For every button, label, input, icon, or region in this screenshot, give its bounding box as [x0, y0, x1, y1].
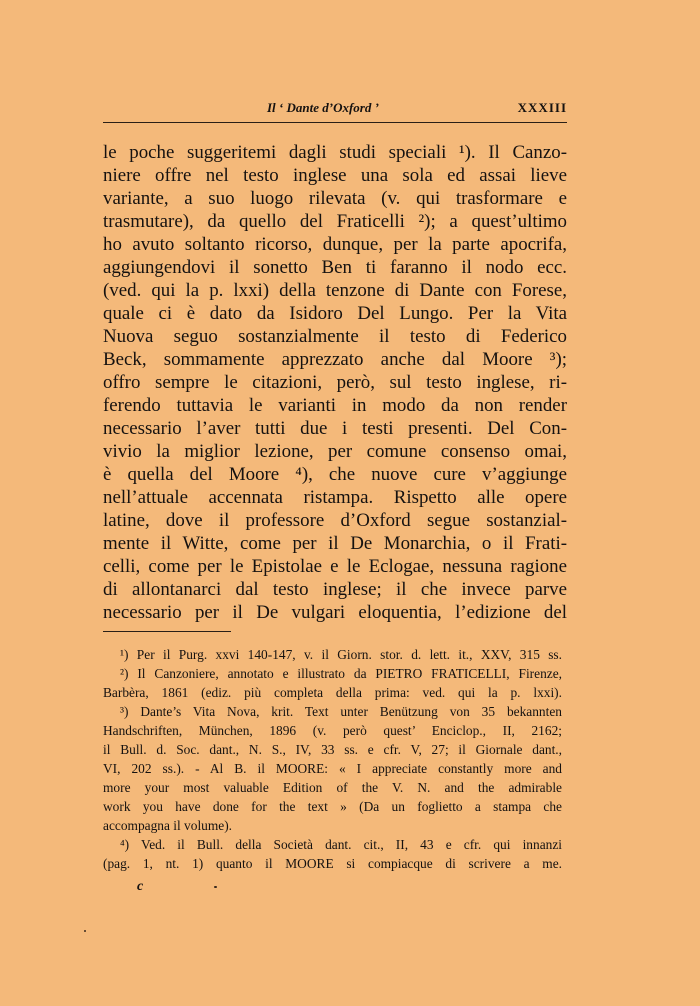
text-line: necessario l’aver tutti due i testi presenti. Del Con- [103, 418, 567, 439]
text-line: è quella del Moore ⁴), che nuove cure v’aggiunge [103, 464, 567, 485]
text-line: mente il Witte, come per il De Monarchia, o il Frati- [103, 533, 567, 554]
text-line: ferendo tuttavia le varianti in modo da non render [103, 395, 567, 416]
text-line: (ved. qui la p. lxxi) della tenzone di Dante con Forese, [103, 280, 567, 301]
footnote-line: more your most valuable Edition of the V. N. and the admirable [103, 780, 562, 795]
running-head [103, 100, 567, 120]
signature-mark: c [137, 879, 144, 894]
text-line: aggiungendovi il sonetto Ben ti faranno il nodo ecc. [103, 257, 567, 278]
text-line: niere offre nel testo inglese una sola ed assai lieve [103, 165, 567, 186]
ink-speck [214, 886, 217, 888]
footnote-line: il Bull. d. Soc. dant., N. S., IV, 33 ss. e cfr. V, 27; il Giornale dant., [103, 742, 562, 757]
footnote-line: ³) Dante’s Vita Nova, krit. Text unter Benützung von 35 bekannten [120, 704, 562, 719]
text-line: nell’attuale accennata ristampa. Rispetto alle opere [103, 487, 567, 508]
footnote-line: accompagna il volume). [103, 818, 233, 833]
footnote-rule [103, 631, 231, 632]
text-line: offro sempre le citazioni, però, sul testo inglese, ri- [103, 372, 567, 393]
text-line: variante, a suo luogo rilevata (v. qui trasformare e [103, 188, 567, 209]
text-line: latine, dove il professore d’Oxford segue sostanzial- [103, 510, 567, 531]
text-line: le poche suggeritemi dagli studi speciali ¹). Il Canzo- [103, 142, 567, 163]
text-line: di allontanarci dal testo inglese; il che invece parve [103, 579, 567, 600]
footnotes [103, 645, 562, 873]
footnote-line: Handschriften, München, 1896 (v. però quest’ Enciclop., II, 2162; [103, 723, 562, 738]
footnote-line: ¹) Per il Purg. xxvi 140-147, v. il Giorn. stor. d. lett. it., XXV, 315 ss. [120, 647, 562, 662]
footnote-line: (pag. 1, nt. 1) quanto il MOORE si compiacque di scrivere a me. [103, 856, 562, 871]
ink-speck [84, 930, 86, 932]
footnote-line: work you have done for the text » (Da un foglietto a stampa che [103, 799, 562, 814]
footnote-line: ²) Il Canzoniere, annotato e illustrato da PIETRO FRATICELLI, Firenze, [120, 666, 562, 681]
header-rule [103, 122, 567, 123]
text-line: trasmutare), da quello del Fraticelli ²); a quest’ultimo [103, 211, 567, 232]
running-title: Il ‘ Dante d’Oxford ’ [267, 100, 379, 115]
footnote-line: VI, 202 ss.). - Al B. il MOORE: « I appreciate constantly more and [103, 761, 562, 776]
footnote-line: ⁴) Ved. il Bull. della Società dant. cit., II, 43 e cfr. qui innanzi [120, 837, 562, 852]
footnote-line: Barbèra, 1861 (ediz. più completa della prima: ved. qui la p. lxxi). [103, 685, 562, 700]
text-line: ho avuto soltanto ricorso, dunque, per la parte apocrifa, [103, 234, 567, 255]
text-line: Beck, sommamente apprezzato anche dal Moore ³); [103, 349, 567, 370]
text-line: necessario per il De vulgari eloquentia, l’edizione del [103, 602, 567, 623]
main-text [103, 141, 567, 624]
text-line: Nuova seguo sostanzialmente il testo di Federico [103, 326, 567, 347]
text-line: vivio la miglior lezione, per comune consenso omai, [103, 441, 567, 462]
page-number: XXXIII [517, 100, 567, 115]
text-line: quale ci è dato da Isidoro Del Lungo. Per la Vita [103, 303, 567, 324]
text-line: celli, come per le Epistolae e le Eclogae, nessuna ragione [103, 556, 567, 577]
